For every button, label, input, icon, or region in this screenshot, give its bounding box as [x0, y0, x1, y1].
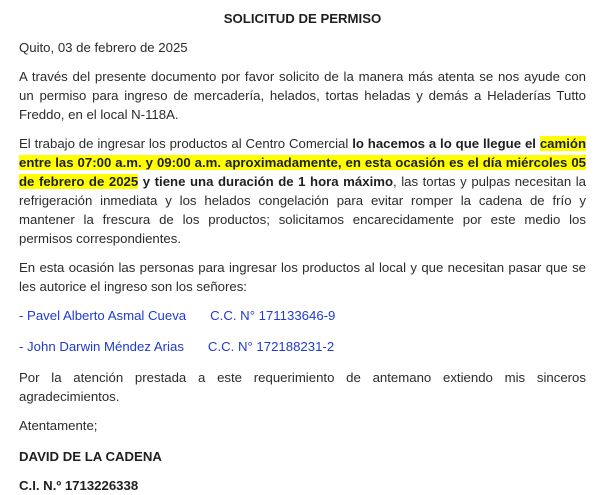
duration-bold-text: y tiene una duración de 1 hora máximo: [138, 174, 394, 189]
letter-document: [19, 8, 586, 495]
persons-intro-paragraph: En esta ocasión las personas para ingresar los productos al local y que necesitan pasar que se les autorice el ingreso son los señores:: [19, 260, 586, 294]
signer-id: C.I. N.º 1713226338: [19, 478, 139, 493]
schedule-paragraph: [19, 134, 586, 248]
closing-line: Atentamente;: [19, 418, 98, 433]
schedule-bold-text: lo hacemos a lo que llegue el: [352, 136, 536, 151]
signer-name: DAVID DE LA CADENA: [19, 449, 162, 464]
person-name: - John Darwin Méndez Arias: [19, 339, 184, 354]
schedule-rest-text: , las tortas y pulpas necesitan la refrigeración inmediata y los helados congelación para evitar romper la cadena de frío y mantener la frescura de los productos; solicitamos encarecidamente por este medio los permisos correspondientes.: [19, 174, 586, 246]
highlight-truck-text: camión: [539, 136, 586, 151]
thanks-paragraph: Por la atención prestada a este requerimiento de antemano extiendo mis sinceros agradecimientos.: [19, 370, 586, 404]
date-line: Quito, 03 de febrero de 2025: [19, 40, 188, 55]
schedule-intro-text: El trabajo de ingresar los productos al Centro Comercial: [19, 136, 353, 151]
request-paragraph: A través del presente documento por favor solicito de la manera más atenta se nos ayude con un permiso para ingreso de mercadería, helados, tortas heladas y demás a Heladerías Tutto Freddo, en el local N-118A.: [19, 69, 586, 122]
person-name: - Pavel Alberto Asmal Cueva: [19, 308, 187, 323]
person-entry-2: [19, 337, 586, 356]
person-entry-1: [19, 306, 586, 325]
person-id: C.C. N° 171133646-9: [210, 308, 336, 323]
document-title: SOLICITUD DE PERMISO: [223, 11, 382, 26]
highlight-schedule-text: entre las 07:00 a.m. y 09:00 a.m. aproximadamente, en esta ocasión es el día miércoles 05 de febrero de 2025: [19, 155, 586, 189]
person-id: C.C. N° 172188231-2: [207, 339, 335, 354]
